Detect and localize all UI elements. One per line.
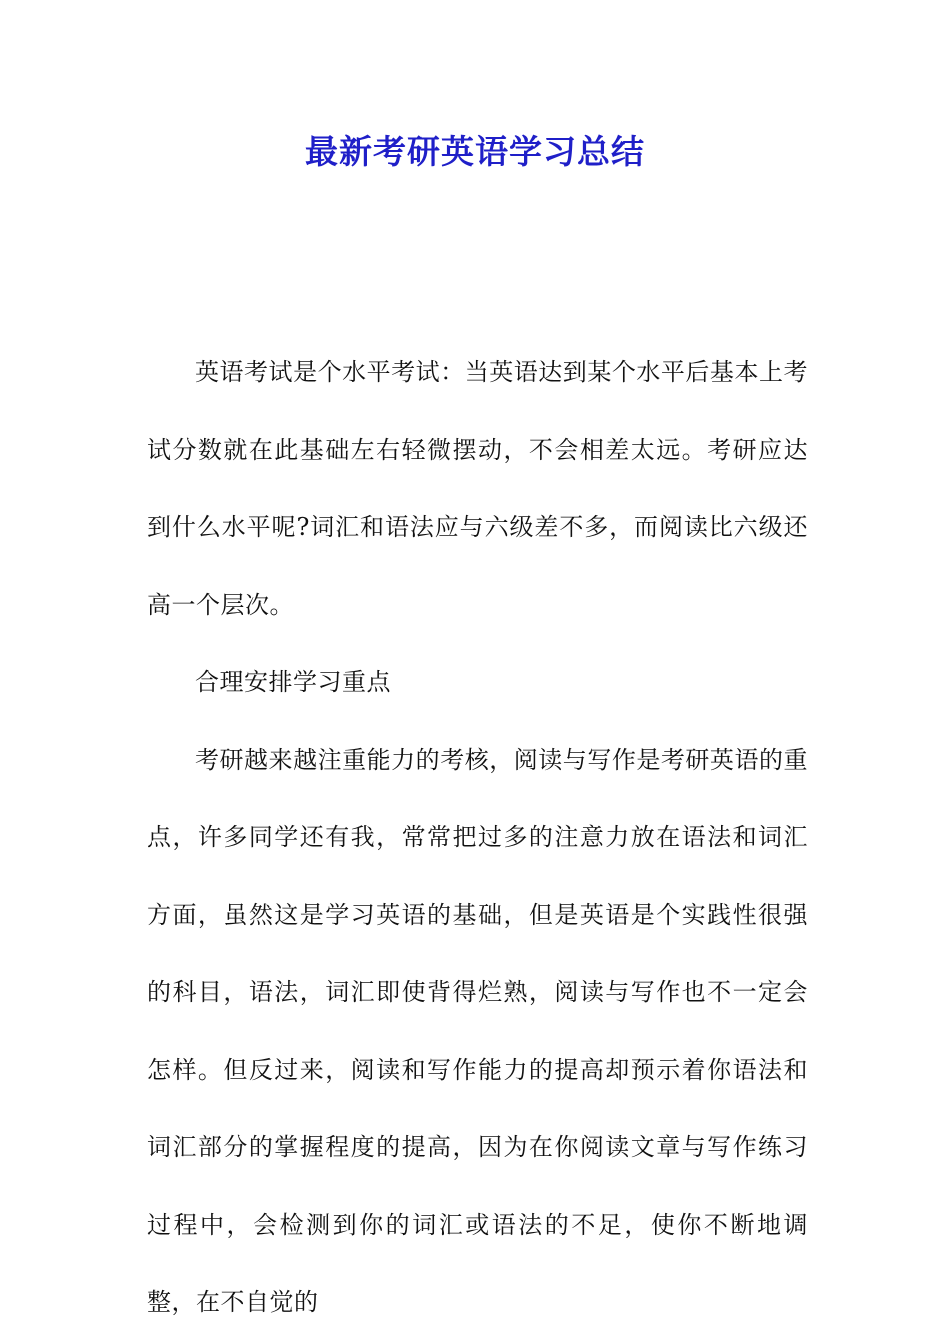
paragraph-reading-writing: 考研越来越注重能力的考核，阅读与写作是考研英语的重点，许多同学还有我，常常把过多的注意力放在语法和词汇方面，虽然这是学习英语的基础，但是英语是个实践性很强的科目，语法，词汇即使背得烂熟，阅读与写作也不一定会怎样。但反过来，阅读和写作能力的提高却预示着你语法和词汇部分的掌握程度的提高，因为在你阅读文章与写作练习过程中，会检测到你的词汇或语法的不足，使你不断地调整，在不自觉的 — [147, 745, 808, 1316]
document-body — [147, 334, 808, 1342]
paragraph-heading-study-focus: 合理安排学习重点 — [195, 668, 391, 696]
paragraph-intro: 英语考试是个水平考试：当英语达到某个水平后基本上考试分数就在此基础左右轻微摆动，不会相差太远。考研应达到什么水平呢?词汇和语法应与六级差不多，而阅读比六级还高一个层次。 — [147, 358, 808, 619]
document-title: 最新考研英语学习总结 — [305, 132, 645, 171]
